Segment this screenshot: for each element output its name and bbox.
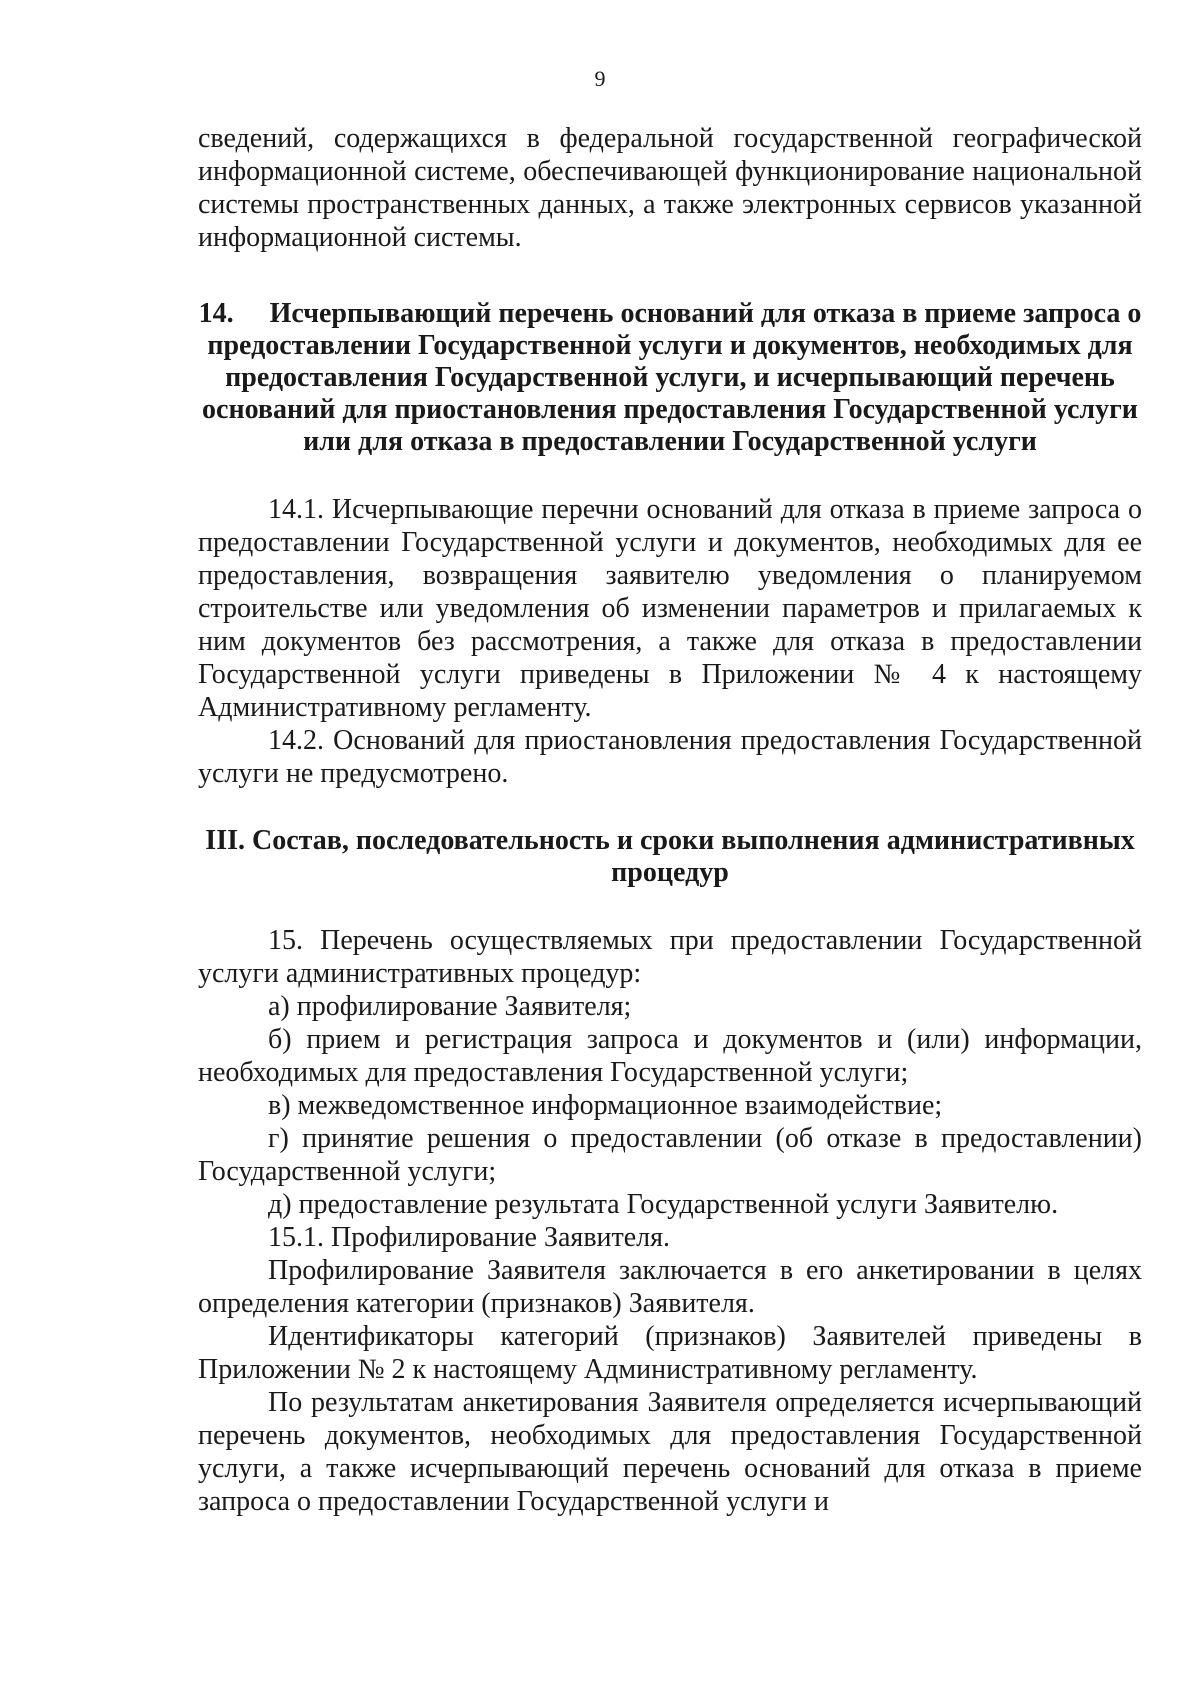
paragraph-14-1: 14.1. Исчерпывающие перечни оснований для отказа в приеме запроса о предоставлении Государственной услуги и документов, необходимых для ее предоставления, возвращения заявителю уведомления о планируемом строительстве или уведомления об изменении параметров и прилагаемых к ним документов без рассмотрения, а также для отказа в предоставлении Государственной услуги приведены в Приложении № 4 к настоящему Административному регламенту.	[198, 494, 1142, 723]
paragraph-15-1-a: Профилирование Заявителя заключается в его анкетировании в целях определения категории (признаков) Заявителя.	[198, 1255, 1142, 1319]
list-item: д) предоставление результата Государственной услуги Заявителю.	[268, 1189, 1059, 1220]
list-item: а) профилирование Заявителя;	[268, 991, 632, 1022]
list-item: б) прием и регистрация запроса и документов и (или) информации, необходимых для предоставления Государственной услуги;	[198, 1024, 1142, 1088]
paragraph-15-1: 15.1. Профилирование Заявителя.	[268, 1222, 671, 1253]
list-item: г) принятие решения о предоставлении (об отказе в предоставлении) Государственной услуги;	[198, 1123, 1142, 1187]
intro-paragraph: сведений, содержащихся в федеральной государственной географической информационной системе, обеспечивающей функционирование национальной системы пространственных данных, а также электронных сервисов указанной информационной системы.	[198, 123, 1142, 253]
section-14-title: Исчерпывающий перечень оснований для отказа в приеме запроса о предоставлении Государственной услуги и документов, необходимых для предоставления Государственной услуги, и исчерпывающий перечень оснований для приостановления предоставления Государственной услуги или для отказа в предоставлении Государственной услуги	[202, 298, 1142, 457]
paragraph-15-1-c: По результатам анкетирования Заявителя определяется исчерпывающий перечень документов, необходимых для предоставления Государственной услуги, а также исчерпывающий перечень оснований для отказа в приеме запроса о предоставлении Государственной услуги и	[198, 1387, 1142, 1517]
list-item: в) межведомственное информационное взаимодействие;	[268, 1090, 943, 1121]
page-number: 9	[594, 66, 606, 91]
section-III-heading: III. Состав, последовательность и сроки выполнения административных процедур	[205, 825, 1135, 888]
paragraph-14-2: 14.2. Оснований для приостановления предоставления Государственной услуги не предусмотрено.	[198, 725, 1142, 789]
section-14-number: 14.	[198, 298, 234, 329]
document-body	[198, 122, 1142, 1518]
paragraph-15-1-b: Идентификаторы категорий (признаков) Заявителей приведены в Приложении № 2 к настоящему Административному регламенту.	[198, 1321, 1142, 1385]
paragraph-15: 15. Перечень осуществляемых при предоставлении Государственной услуги административных процедур:	[198, 925, 1142, 989]
section-14-heading	[198, 298, 1142, 458]
